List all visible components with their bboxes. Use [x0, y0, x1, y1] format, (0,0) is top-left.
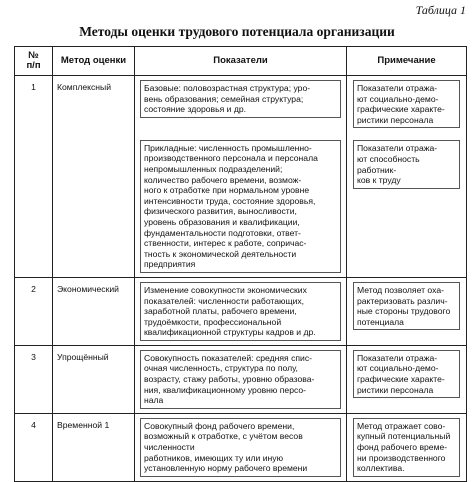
indicators-text: Совокупный фонд рабочего времени, возможный к отработке, с учётом весов численности работников, имеющих ту или иную установленную норму рабочего времени [140, 418, 341, 477]
note-cell [347, 413, 467, 481]
header-method: Метод оценки [53, 47, 135, 76]
row-number: 2 [15, 277, 53, 345]
note-text: Показатели отража- ют социально-демо- графические характе- ристики персонала [353, 80, 460, 128]
indicators-cell [135, 277, 347, 345]
note-text: Показатели отража- ют социально-демо- графические характе- ристики персонала [353, 350, 460, 398]
methods-table [14, 46, 467, 482]
indicators-applied: Прикладные: численность промышленно- производственного персонала и персонала непромышленных подразделений; количество рабочего времени, возмож- ного к отработке при нормальном уровне интенсивности труда, состояние здоровья, физического развития, выносливости, уровень образования и квалификации, фундаментальности подготовки, ответ- ственности, интерес к работе, сопричас- тность к экономической деятельности предприятия [140, 140, 341, 273]
row-number: 3 [15, 345, 53, 413]
note-text: Метод отражает сово- купный потенциальный фонд рабочего време- ни производственного коллектива. [353, 418, 460, 477]
header-num: № п/п [15, 47, 53, 76]
note-cell [347, 345, 467, 413]
note-text: Показатели отража- ют способность работник- ков к труду [353, 140, 460, 188]
method-name: Временной 1 [53, 413, 135, 481]
method-name: Комплексный [53, 76, 135, 278]
table-title: Методы оценки трудового потенциала организации [79, 24, 395, 39]
indicators-cell [135, 413, 347, 481]
indicators-text: Изменение совокупности экономических показателей: численности работающих, заработной платы, рабочего времени, трудоёмкости, профессиональной квалификационной структуры кадров и др. [140, 282, 341, 341]
indicators-basic: Базовые: половозрастная структура; уро- вень образования; семейная структура; состояние здоровья и др. [140, 80, 341, 118]
table-row [15, 277, 467, 345]
note-cell [347, 277, 467, 345]
row-number: 4 [15, 413, 53, 481]
table-row [15, 76, 467, 278]
row-number: 1 [15, 76, 53, 278]
indicators-cell [135, 345, 347, 413]
note-text: Метод позволяет охa- рактеризовать различ- ные стороны трудового потенциала [353, 282, 460, 330]
indicators-cell [135, 76, 347, 278]
method-name: Экономический [53, 277, 135, 345]
method-name: Упрощённый [53, 345, 135, 413]
header-indicators: Показатели [135, 47, 347, 76]
table-caption: Таблица 1 [415, 3, 466, 17]
indicators-text: Совокупность показателей: средняя спис- очная численность, структура по полу, возрасту, стажу работы, уровню образова- ния, квалификационному уровню персо- нала [140, 350, 341, 409]
table-row [15, 345, 467, 413]
header-row [15, 47, 467, 76]
table-row [15, 413, 467, 481]
note-cell [347, 76, 467, 278]
header-note: Примечание [347, 47, 467, 76]
